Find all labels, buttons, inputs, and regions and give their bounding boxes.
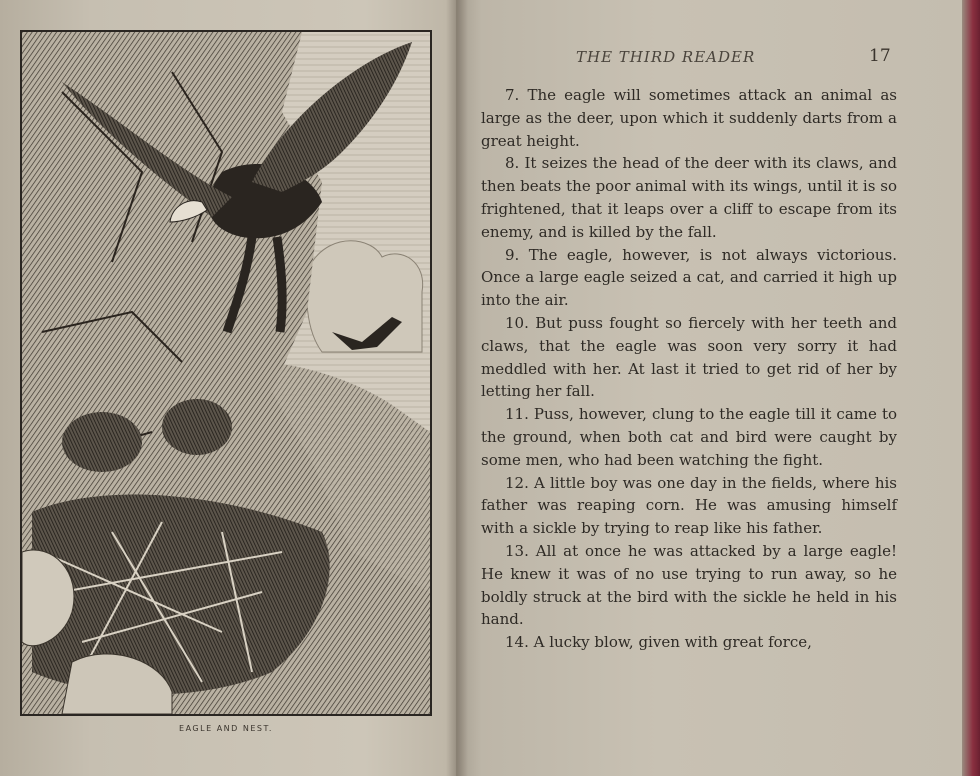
paragraph-7: [481, 84, 897, 152]
cloud: [307, 241, 423, 352]
paragraph-text: 12. A little boy was one day in the fields, where his father was reaping corn. He was amusing himself with a sickle by trying to reap like his father.: [481, 473, 897, 538]
paragraph-11: [481, 403, 897, 471]
book-gutter: [446, 0, 468, 776]
eagle-nest-engraving: [22, 32, 430, 714]
engraving-illustration: [20, 30, 432, 716]
paragraph-12: [481, 472, 897, 540]
paragraph-text: 9. The eagle, however, is not always victorious. Once a large eagle seized a cat, and carried it high up into the air.: [481, 245, 897, 310]
paragraph-10: [481, 312, 897, 403]
paragraph-text: 10. But puss fought so fiercely with her teeth and claws, that the eagle was soon very sorry it had meddled with her. At last it tried to get rid of her by letting her fall.: [481, 313, 897, 401]
paragraph-text: 11. Puss, however, clung to the eagle till it came to the ground, when both cat and bird were caught by some men, who had been watching the fight.: [481, 405, 897, 469]
running-head: THE THIRD READER: [576, 48, 756, 66]
paragraph-8: [481, 152, 897, 243]
paragraph-14: [481, 631, 897, 654]
book-cover-edge: [962, 0, 980, 776]
paragraph-9: [481, 244, 897, 312]
illustration-caption: EAGLE AND NEST.: [179, 724, 273, 733]
paragraph-text: 7. The eagle will sometimes attack an animal as large as the deer, upon which it suddenly darts from a great height.: [481, 86, 897, 150]
paragraph-text: 13. All at once he was attacked by a large eagle! He knew it was of no use trying to run away, so he boldly struck at the bird with the sickle he held in his hand.: [481, 541, 897, 629]
body-text: [481, 84, 897, 654]
page-number: 17: [869, 46, 891, 66]
paragraph-text: 14. A lucky blow, given with great force,: [505, 633, 812, 652]
paragraph-text: 8. It seizes the head of the deer with its claws, and then beats the poor animal with its wings, until it is so frightened, that it leaps over a cliff to escape from its enemy, and is killed by the fall.: [481, 154, 897, 241]
paragraph-13: [481, 540, 897, 631]
eaglet: [162, 399, 232, 455]
eaglet: [62, 412, 142, 472]
